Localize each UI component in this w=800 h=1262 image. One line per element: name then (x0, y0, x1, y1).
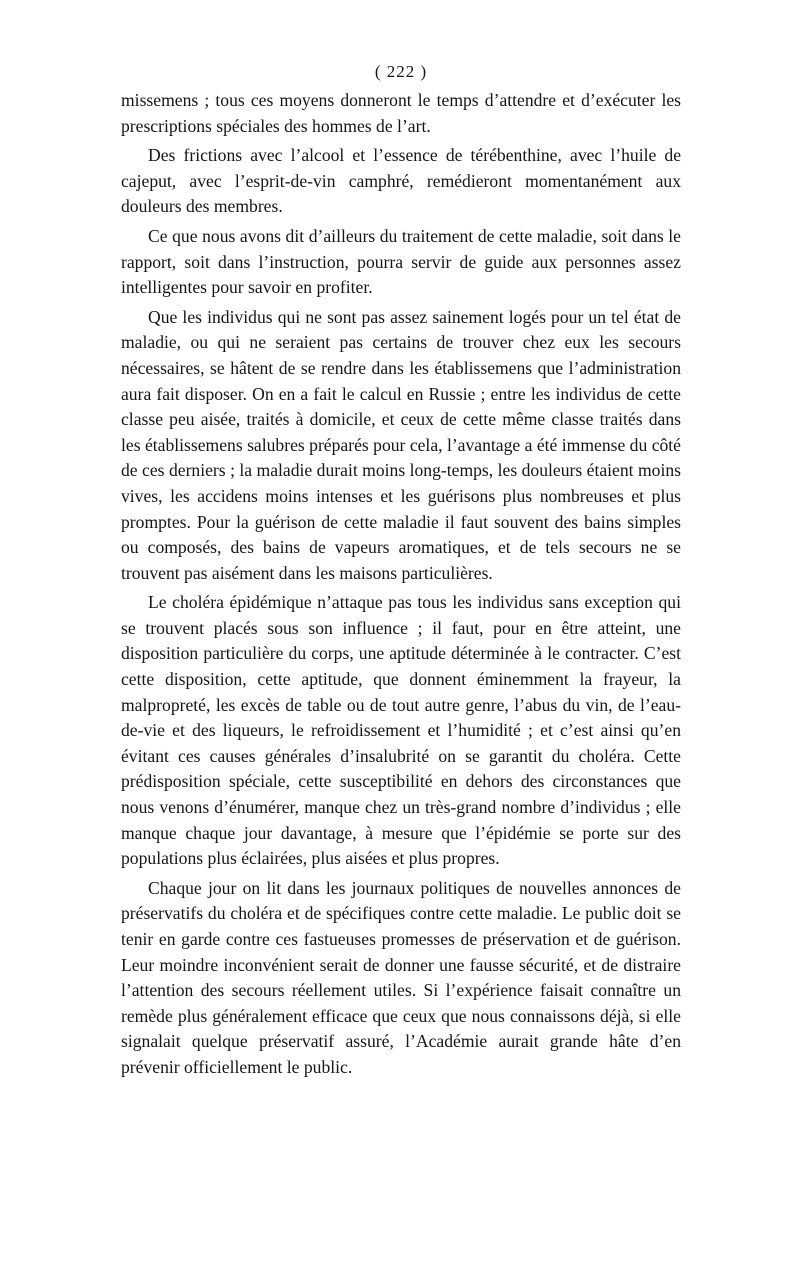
body-text (121, 88, 681, 1081)
page-number: ( 222 ) (374, 62, 428, 81)
paragraph-3: Ce que nous avons dit d’ailleurs du traitement de cette maladie, soit dans le rapport, soit dans l’instruction, pourra servir de guide aux personnes assez intelligentes pour savoir en profiter. (121, 225, 681, 298)
paragraph-5: Le choléra épidémique n’attaque pas tous les individus sans exception qui se trouvent placés sous son influence ; il faut, pour en être atteint, une disposition particulière du corps, une aptitude déterminée à le contracter. C’est cette disposition, cette aptitude, que donnent éminemment la frayeur, la malpropreté, les excès de table ou de tout autre genre, l’abus du vin, de l’eau-de-vie et des liqueurs, le refroidissement et l’humidité ; et c’est ainsi qu’en évitant ces causes générales d’insalubrité on se garantit du choléra. Cette prédisposition spéciale, cette susceptibilité en dehors des circonstances que nous venons d’énumérer, manque chez un très-grand nombre d’individus ; elle manque chaque jour davantage, à mesure que l’épidémie se porte sur des populations plus éclairées, plus aisées et plus propres. (121, 592, 681, 869)
paragraph-1: missemens ; tous ces moyens donneront le temps d’attendre et d’exécuter les prescriptions spéciales des hommes de l’art. (121, 90, 681, 136)
paragraph-6: Chaque jour on lit dans les journaux politiques de nouvelles annonces de préservatifs du choléra et de spécifiques contre cette maladie. Le public doit se tenir en garde contre ces fastueuses promesses de préservation et de guérison. Leur moindre inconvénient serait de donner une fausse sécurité, et de distraire l’attention des secours réellement utiles. Si l’expérience faisait connaître un remède plus généralement efficace que ceux que nous connaissons déjà, si elle signalait quelque préservatif assuré, l’Académie aurait grande hâte d’en prévenir officiellement le public. (121, 877, 681, 1077)
book-page (121, 58, 681, 1085)
paragraph-2: Des frictions avec l’alcool et l’essence de térébenthine, avec l’huile de cajeput, avec l’esprit-de-vin camphré, remédieront momentanément aux douleurs des membres. (121, 145, 681, 217)
paragraph-4: Que les individus qui ne sont pas assez sainement logés pour un tel état de maladie, ou qui ne seraient pas certains de trouver chez eux les secours nécessaires, se hâtent de se rendre dans les établissemens que l’administration aura fait disposer. On en a fait le calcul en Russie ; entre les individus de cette classe peu aisée, traités à domicile, et ceux de cette même classe traités dans les établissemens salubres préparés pour cela, l’avantage a été immense du côté de ces derniers ; la maladie durait moins long-temps, les douleurs étaient moins vives, les accidens moins intenses et les guérisons plus nombreuses et plus promptes. Pour la guérison de cette maladie il faut souvent des bains simples ou composés, des bains de vapeurs aromatiques, et de tels secours ne se trouvent pas aisément dans les maisons particulières. (121, 306, 681, 583)
